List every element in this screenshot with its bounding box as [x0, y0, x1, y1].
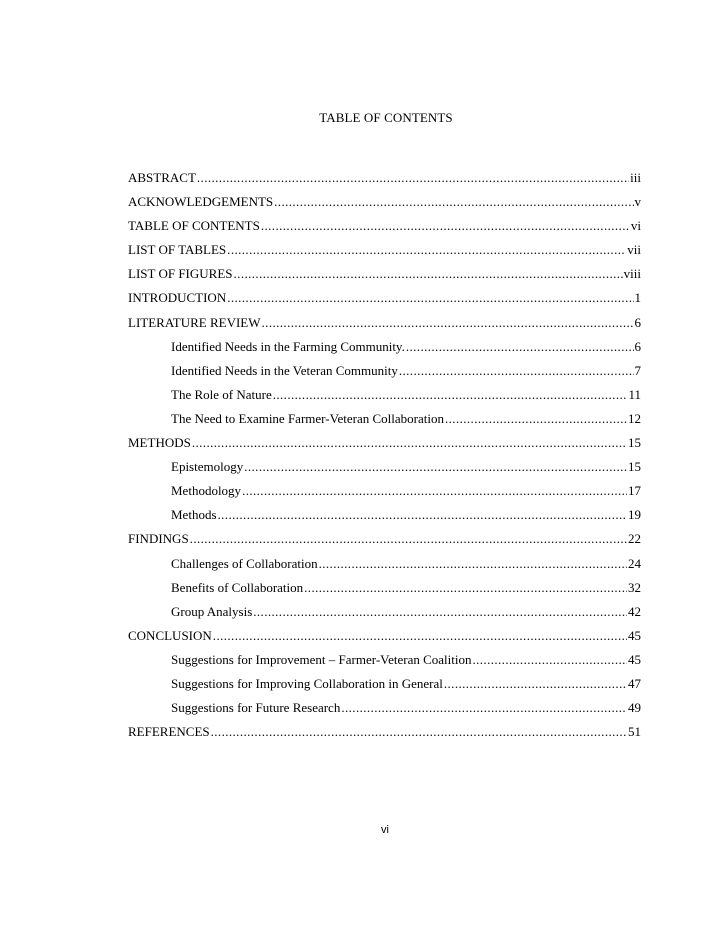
toc-entry-page: 17	[628, 483, 641, 499]
toc-dot-leader	[197, 168, 629, 188]
toc-dot-leader	[190, 529, 627, 549]
toc-entry[interactable]	[128, 674, 641, 698]
toc-entry-label: ACKNOWLEDGEMENTS	[128, 194, 274, 210]
toc-dot-leader	[244, 457, 627, 477]
toc-entry-page: 6	[634, 314, 641, 330]
toc-dot-leader	[304, 578, 627, 598]
toc-dot-leader	[472, 650, 627, 670]
toc-entry-label: Methodology	[171, 483, 242, 499]
toc-entry-label: Epistemology	[171, 459, 244, 475]
toc-entry[interactable]	[128, 168, 641, 192]
toc-entry-label: INTRODUCTION	[128, 290, 227, 306]
toc-entry-label: Suggestions for Improving Collaboration in General	[171, 675, 443, 691]
toc-entry-label: Group Analysis	[171, 603, 253, 619]
toc-entry[interactable]	[128, 264, 641, 288]
toc-entry-label: Benefits of Collaboration	[171, 579, 304, 595]
page-title: TABLE OF CONTENTS	[319, 110, 453, 125]
toc-entry[interactable]	[128, 192, 641, 216]
toc-entry-label: The Role of Nature	[171, 386, 272, 402]
toc-entry-label: LITERATURE REVIEW	[128, 314, 261, 330]
toc-entry-label: Suggestions for Future Research	[171, 700, 341, 716]
toc-entry[interactable]	[128, 337, 641, 361]
toc-entry-page: v	[634, 194, 641, 210]
toc-entry[interactable]	[128, 578, 641, 602]
toc-dot-leader	[227, 240, 626, 260]
toc-entry[interactable]	[128, 554, 641, 578]
toc-entry-label: The Need to Examine Farmer-Veteran Collaboration	[171, 410, 444, 426]
toc-entry-page: 7	[634, 362, 641, 378]
toc-entry-page: 45	[628, 651, 641, 667]
toc-entry-page: iii	[630, 170, 641, 185]
toc-entry-page: 19	[628, 507, 641, 523]
toc-entry-page: 47	[628, 675, 641, 691]
toc-dot-leader	[319, 554, 627, 574]
toc-entry-label: METHODS	[128, 435, 191, 451]
table-of-contents	[128, 168, 641, 746]
toc-entry-page: 32	[628, 579, 641, 595]
toc-entry-label: TABLE OF CONTENTS	[128, 218, 260, 234]
toc-entry-page: 11	[628, 386, 641, 402]
toc-entry[interactable]	[128, 626, 641, 650]
toc-dot-leader	[262, 313, 634, 333]
page-number: vi	[381, 824, 389, 836]
toc-entry-label: FINDINGS	[128, 531, 189, 547]
toc-entry[interactable]	[128, 529, 641, 553]
toc-entry-label: Suggestions for Improvement – Farmer-Veteran Coalition	[171, 651, 472, 667]
toc-entry-label: LIST OF TABLES	[128, 242, 227, 258]
toc-entry[interactable]	[128, 722, 641, 746]
toc-entry[interactable]	[128, 505, 641, 529]
toc-entry-label: Identified Needs in the Farming Community.	[171, 338, 405, 354]
toc-entry-page: 49	[628, 700, 641, 716]
toc-dot-leader	[341, 698, 627, 718]
toc-entry[interactable]	[128, 433, 641, 457]
toc-entry[interactable]	[128, 602, 641, 626]
toc-entry-page: 51	[628, 724, 641, 740]
toc-entry-page: 15	[628, 435, 641, 451]
toc-entry-label: Identified Needs in the Veteran Community	[171, 362, 398, 378]
toc-dot-leader	[211, 722, 627, 742]
toc-dot-leader	[242, 481, 627, 501]
toc-dot-leader	[192, 433, 627, 453]
toc-entry-page: 22	[628, 531, 641, 547]
toc-dot-leader	[227, 288, 633, 308]
toc-entry-label: Challenges of Collaboration	[171, 555, 318, 571]
toc-entry-page: 6	[634, 338, 641, 354]
toc-dot-leader	[218, 505, 628, 525]
toc-entry[interactable]	[128, 650, 641, 674]
toc-entry-label: LIST OF FIGURES	[128, 266, 233, 282]
toc-dot-leader	[234, 264, 623, 284]
toc-dot-leader	[445, 409, 627, 429]
toc-dot-leader	[444, 674, 627, 694]
toc-entry-page: 24	[628, 555, 641, 571]
toc-entry-label: CONCLUSION	[128, 627, 212, 643]
toc-entry-page: 1	[634, 290, 641, 306]
toc-entry-page: 45	[628, 627, 641, 643]
toc-entry[interactable]	[128, 457, 641, 481]
toc-entry-label: REFERENCES	[128, 724, 210, 740]
toc-entry[interactable]	[128, 216, 641, 240]
toc-dot-leader	[274, 192, 633, 212]
toc-entry[interactable]	[128, 409, 641, 433]
toc-entry-page: vii	[627, 242, 641, 258]
toc-entry-page: 15	[628, 459, 641, 475]
toc-dot-leader	[399, 361, 634, 381]
toc-dot-leader	[406, 337, 634, 357]
toc-entry[interactable]	[128, 698, 641, 722]
toc-entry[interactable]	[128, 240, 641, 264]
toc-dot-leader	[253, 602, 627, 622]
toc-dot-leader	[213, 626, 627, 646]
toc-entry[interactable]	[128, 288, 641, 312]
toc-dot-leader	[273, 385, 628, 405]
toc-entry-page: 12	[628, 410, 641, 426]
toc-entry[interactable]	[128, 361, 641, 385]
toc-entry[interactable]	[128, 385, 641, 409]
toc-entry-label: ABSTRACT	[128, 170, 196, 185]
toc-entry[interactable]	[128, 313, 641, 337]
toc-entry-page: viii	[623, 266, 641, 282]
toc-dot-leader	[261, 216, 630, 236]
toc-entry-page: vi	[630, 218, 641, 234]
toc-entry-page: 42	[628, 603, 641, 619]
toc-entry-label: Methods	[171, 507, 217, 523]
toc-entry[interactable]	[128, 481, 641, 505]
